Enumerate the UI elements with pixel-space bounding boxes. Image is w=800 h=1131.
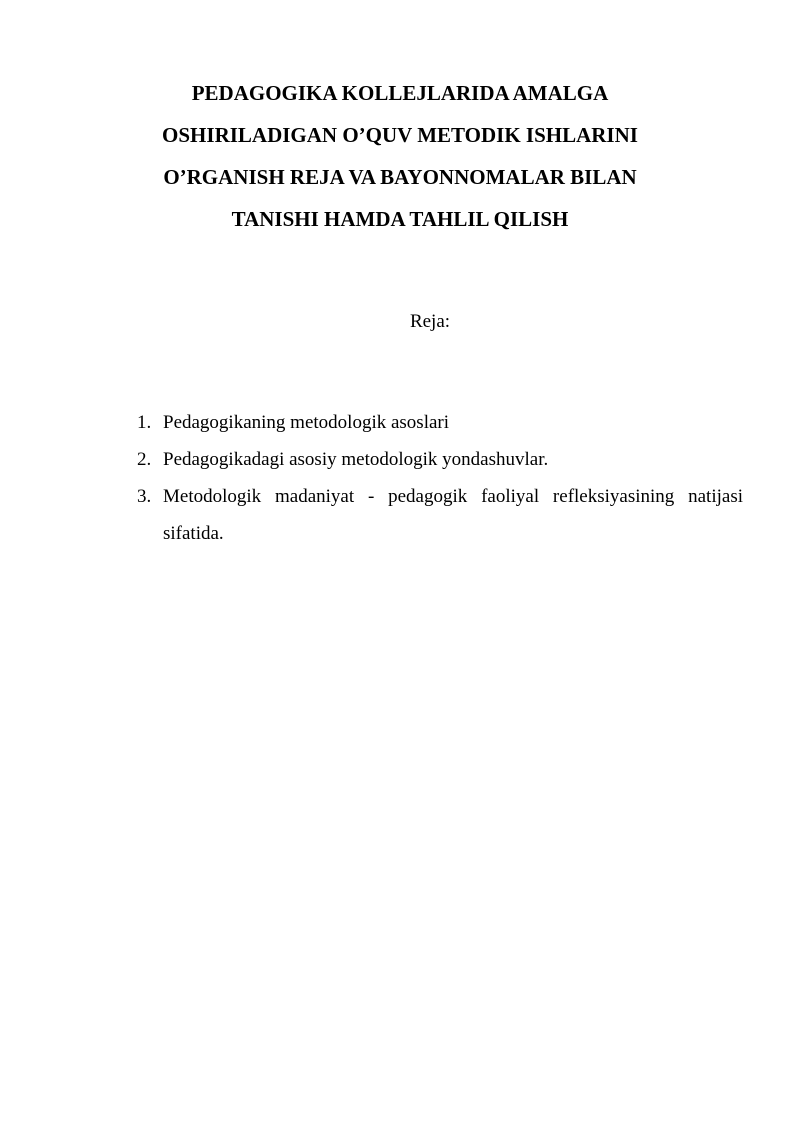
plan-heading: Reja:: [409, 311, 451, 332]
plan-list: [137, 404, 743, 552]
plan-item-text: Metodologik madaniyat - pedagogik faoliyal refleksiyasining natijasi sifatida.: [163, 486, 743, 544]
title-line-4: TANISHI HAMDA TAHLIL QILISH: [231, 207, 569, 231]
plan-item-3: [137, 478, 743, 552]
plan-item-text: Pedagogikaning metodologik asoslari: [163, 412, 450, 433]
plan-item-text: Pedagogikadagi asosiy metodologik yondashuvlar.: [163, 449, 549, 470]
title-line-1: PEDAGOGIKA KOLLEJLARIDA AMALGA: [191, 81, 609, 105]
plan-item-1: [137, 404, 743, 441]
title-line-3: O’RGANISH REJA VA BAYONNOMALAR BILAN: [163, 165, 637, 189]
plan-item-number: 1.: [137, 412, 152, 433]
plan-item-number: 3.: [137, 486, 152, 507]
plan-item-number: 2.: [137, 449, 152, 470]
document-title: [120, 72, 680, 240]
title-line-2: OSHIRILADIGAN O’QUV METODIK ISHLARINI: [162, 123, 638, 147]
plan-item-2: [137, 441, 743, 478]
